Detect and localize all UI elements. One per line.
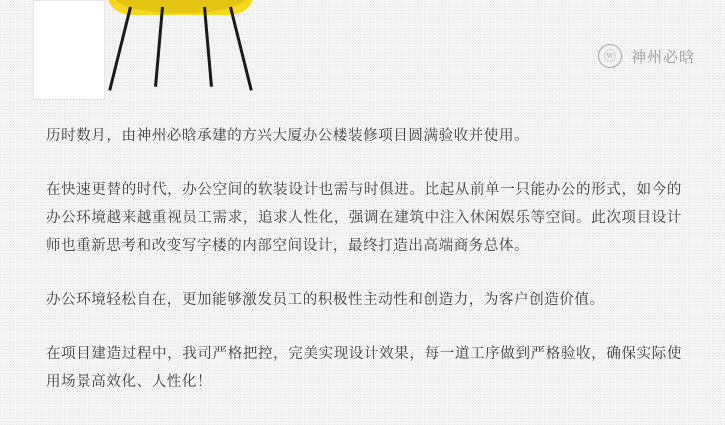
chair-photo (33, 0, 298, 100)
brand-name: 神州必晗 (630, 47, 695, 66)
article-body (46, 122, 682, 396)
paragraph: 办公环境轻松自在，更加能够激发员工的积极性主动性和创造力，为客户创造价值。 (46, 292, 605, 308)
chair-leg (108, 7, 132, 91)
paragraph: 在项目建造过程中，我司严格把控，完美实现设计效果，每一道工序做到严格验收，确保实际使用场景高效化、人性化！ (46, 346, 682, 390)
wechat-icon: ⓦ (598, 44, 622, 68)
paragraph: 在快速更替的时代，办公空间的软装设计也需与时俱进。比起从前单一只能办公的形式，如今的办公环境越来越重视员工需求，追求人性化，强调在建筑中注入休闲娱乐等空间。此次项目设计师也重新思考和改变写字楼的内部空间设计，最终打造出高端商务总体。 (46, 182, 682, 254)
paragraph: 历时数月，由神州必晗承建的方兴大厦办公楼装修项目圆满验收并使用。 (46, 128, 530, 144)
brand-watermark (598, 44, 695, 68)
chair-leg (203, 7, 213, 87)
wall-panel (33, 0, 105, 100)
chair-leg (229, 7, 253, 91)
chair-leg (154, 7, 164, 87)
